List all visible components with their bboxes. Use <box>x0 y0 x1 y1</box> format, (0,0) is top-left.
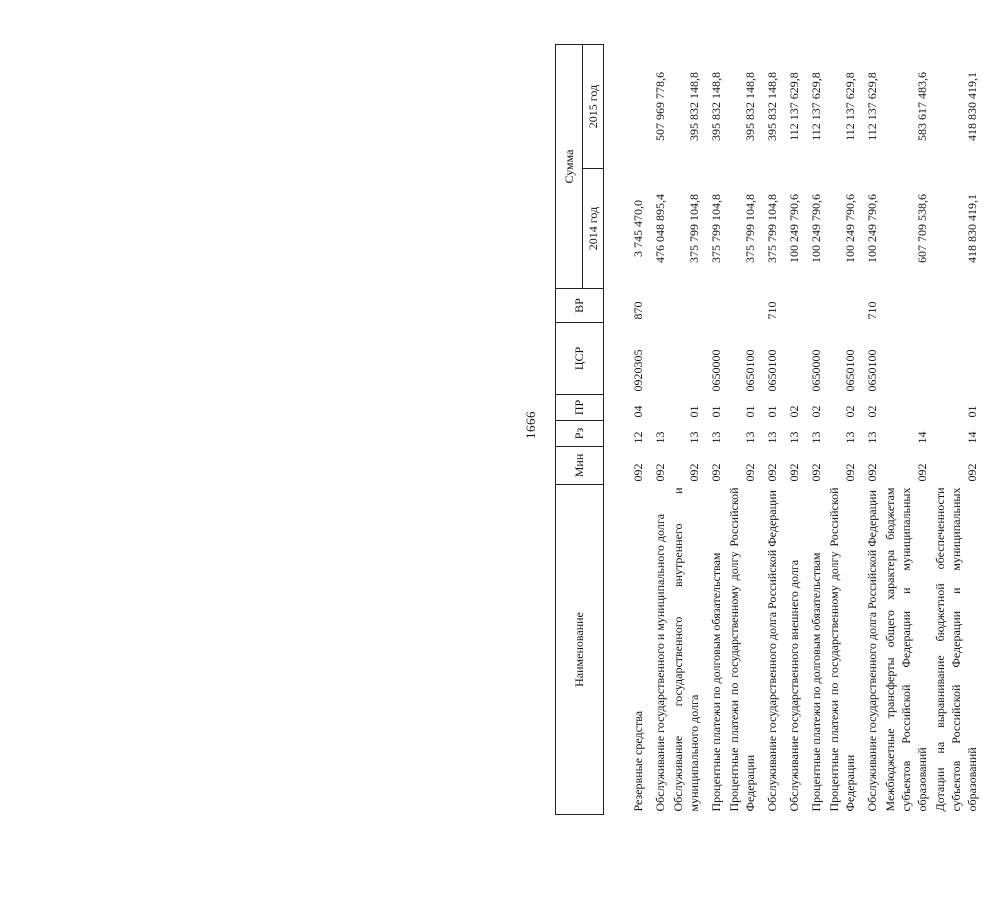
cell-rz: 13 <box>764 431 779 444</box>
table-row <box>932 44 982 814</box>
cell-name: Процентные платежи по долговым обязательствам <box>808 552 823 812</box>
cell-csr: 0650000 <box>808 349 823 392</box>
cell-y2015: 395 832 148,8 <box>742 72 757 141</box>
header-min: Мин <box>556 447 604 485</box>
cell-y2014: 3 745 470,0 <box>630 200 645 257</box>
cell-y2014: 100 249 790,6 <box>808 194 823 263</box>
cell-vr: 870 <box>630 301 645 320</box>
cell-pr: 02 <box>808 405 823 418</box>
cell-vr: 710 <box>764 301 779 320</box>
cell-name: Межбюджетные трансферты общего характера бюджетам субъектов Российской Федерации и муниципальных образований <box>882 487 929 812</box>
table-row <box>804 44 826 814</box>
cell-rz: 12 <box>630 431 645 444</box>
cell-name: Обслуживание государственного внешнего долга <box>786 559 801 812</box>
cell-y2015: 583 617 483,6 <box>914 72 929 141</box>
table-row <box>760 44 782 814</box>
cell-y2014: 375 799 104,8 <box>686 194 701 263</box>
cell-rz: 13 <box>742 431 757 444</box>
cell-csr: 0650000 <box>708 349 723 392</box>
cell-vr: 710 <box>864 301 879 320</box>
cell-pr: 02 <box>864 405 879 418</box>
cell-csr <box>882 323 932 395</box>
cell-csr: 0650100 <box>742 349 757 392</box>
cell-y2014: 607 709 538,6 <box>914 194 929 263</box>
cell-min: 092 <box>764 463 779 482</box>
table-row <box>670 44 704 814</box>
cell-pr: 01 <box>742 405 757 418</box>
header-sum: Сумма <box>556 44 583 288</box>
table-row <box>626 44 648 814</box>
header-csr: ЦСР <box>556 323 604 395</box>
cell-name: Обслуживание государственного долга Российской Федерации <box>764 490 779 812</box>
cell-pr: 02 <box>786 405 801 418</box>
cell-pr <box>882 395 932 421</box>
cell-min: 092 <box>630 463 645 482</box>
cell-y2015: 507 969 778,6 <box>652 72 667 141</box>
cell-vr <box>826 289 860 323</box>
cell-vr <box>782 289 804 323</box>
table-row <box>882 44 932 814</box>
table-row <box>826 44 860 814</box>
page-number: 1666 <box>523 411 538 439</box>
cell-min: 092 <box>708 463 723 482</box>
cell-y2014: 476 048 895,4 <box>652 194 667 263</box>
cell-pr: 01 <box>964 405 979 418</box>
cell-name: Резервные средства <box>630 710 645 812</box>
cell-csr: 0650100 <box>764 349 779 392</box>
cell-min: 092 <box>842 463 857 482</box>
cell-csr <box>932 323 982 395</box>
cell-pr <box>648 395 670 421</box>
cell-csr: 0920305 <box>630 349 645 392</box>
table-row <box>726 44 760 814</box>
cell-y2014: 100 249 790,6 <box>864 194 879 263</box>
cell-vr <box>670 289 704 323</box>
cell-y2014: 375 799 104,8 <box>708 194 723 263</box>
cell-rz: 13 <box>842 431 857 444</box>
cell-rz: 14 <box>914 431 929 444</box>
cell-y2014: 100 249 790,6 <box>786 194 801 263</box>
cell-y2015: 395 832 148,8 <box>686 72 701 141</box>
cell-y2014: 418 830 419,1 <box>964 194 979 263</box>
cell-csr <box>648 323 670 395</box>
cell-rz: 13 <box>864 431 879 444</box>
table-row <box>704 44 726 814</box>
cell-y2015: 395 832 148,8 <box>708 72 723 141</box>
cell-name: Обслуживание государственного внутреннего и муниципального долга <box>670 487 701 812</box>
table-row <box>782 44 804 814</box>
cell-y2014: 375 799 104,8 <box>742 194 757 263</box>
table-row <box>648 44 670 814</box>
cell-vr <box>704 289 726 323</box>
budget-table <box>555 44 982 815</box>
cell-y2015 <box>626 44 648 168</box>
cell-name: Процентные платежи по государственному долгу Российской Федерации <box>726 487 757 812</box>
cell-rz: 13 <box>786 431 801 444</box>
cell-y2015: 112 137 629,8 <box>786 72 801 141</box>
cell-vr <box>648 289 670 323</box>
cell-y2014: 375 799 104,8 <box>764 194 779 263</box>
cell-name: Процентные платежи по государственному долгу Российской Федерации <box>826 487 857 812</box>
header-vr: ВР <box>556 289 604 323</box>
cell-csr: 0650100 <box>864 349 879 392</box>
header-rz: Рз <box>556 421 604 447</box>
cell-csr <box>670 323 704 395</box>
cell-y2015: 112 137 629,8 <box>864 72 879 141</box>
cell-y2015: 112 137 629,8 <box>842 72 857 141</box>
cell-min: 092 <box>686 463 701 482</box>
cell-name: Дотации на выравнивание бюджетной обеспеченности субъектов Российской Федерации и муниципальных образований <box>932 487 979 812</box>
cell-name: Процентные платежи по долговым обязательствам <box>708 552 723 812</box>
cell-min: 092 <box>864 463 879 482</box>
rotated-page <box>523 45 1005 815</box>
cell-min: 092 <box>742 463 757 482</box>
cell-name: Обслуживание государственного и муниципального долга <box>652 513 667 812</box>
cell-rz: 14 <box>964 431 979 444</box>
header-pr: ПР <box>556 395 604 421</box>
header-2015: 2015 год <box>583 44 604 168</box>
table-row <box>860 44 882 814</box>
cell-pr: 02 <box>842 405 857 418</box>
cell-pr: 04 <box>630 405 645 418</box>
header-2014: 2014 год <box>583 169 604 289</box>
table-body <box>604 44 982 814</box>
cell-min: 092 <box>786 463 801 482</box>
cell-rz: 13 <box>808 431 823 444</box>
header-name: Наименование <box>556 485 604 815</box>
cell-vr <box>726 289 760 323</box>
cell-csr <box>782 323 804 395</box>
cell-vr <box>882 289 932 323</box>
cell-min: 092 <box>652 463 667 482</box>
cell-rz: 13 <box>708 431 723 444</box>
cell-y2014: 100 249 790,6 <box>842 194 857 263</box>
cell-y2015: 418 830 419,1 <box>964 72 979 141</box>
cell-csr: 0650100 <box>842 349 857 392</box>
cell-min: 092 <box>964 463 979 482</box>
cell-pr: 01 <box>708 405 723 418</box>
cell-vr <box>932 289 982 323</box>
cell-rz: 13 <box>652 431 667 444</box>
cell-rz: 13 <box>686 431 701 444</box>
cell-vr <box>804 289 826 323</box>
cell-min: 092 <box>808 463 823 482</box>
cell-pr: 01 <box>764 405 779 418</box>
cell-y2015: 395 832 148,8 <box>764 72 779 141</box>
cell-min: 092 <box>914 463 929 482</box>
cell-name: Обслуживание государственного долга Российской Федерации <box>864 490 879 812</box>
cell-pr: 01 <box>686 405 701 418</box>
cell-y2015: 112 137 629,8 <box>808 72 823 141</box>
